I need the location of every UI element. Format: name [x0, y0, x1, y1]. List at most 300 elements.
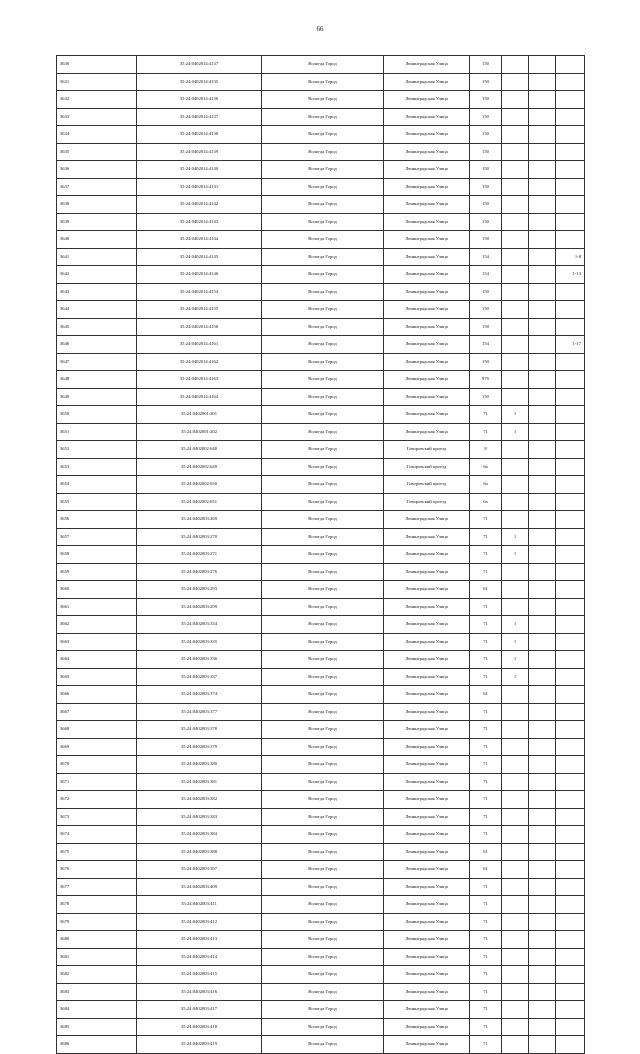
- street-cell: Ленинградская Улица: [384, 528, 470, 546]
- table-row: [57, 56, 585, 74]
- flat-cell: [502, 143, 529, 161]
- city-cell: Вологда Город: [262, 441, 384, 459]
- flat-cell: [502, 458, 529, 476]
- city-cell: Вологда Город: [262, 73, 384, 91]
- city-cell: Вологда Город: [262, 721, 384, 739]
- city-cell: Вологда Город: [262, 108, 384, 126]
- cadastral-number-cell: 35:24:0402014:4144: [137, 231, 262, 249]
- street-cell: Ленинградская Улица: [384, 73, 470, 91]
- cadastral-number-cell: 35:24:0402003:415: [137, 966, 262, 984]
- cadastral-number-cell: 35:24:0402003:378: [137, 721, 262, 739]
- apartment-range-cell: [556, 1036, 585, 1054]
- table-row: [57, 301, 585, 319]
- row-number-cell: 3633: [57, 108, 137, 126]
- house-number-cell: 150: [470, 178, 502, 196]
- cadastral-number-cell: 35:24:0402003:271: [137, 546, 262, 564]
- city-cell: Вологда Город: [262, 948, 384, 966]
- house-number-cell: 71: [470, 1001, 502, 1019]
- house-number-cell: 71: [470, 703, 502, 721]
- row-number-cell: 3680: [57, 931, 137, 949]
- flat-cell: [502, 441, 529, 459]
- apartment-range-cell: [556, 808, 585, 826]
- flat-cell: [502, 476, 529, 494]
- city-cell: Вологда Город: [262, 738, 384, 756]
- apartment-range-cell: [556, 56, 585, 74]
- street-cell: Ленинградская Улица: [384, 371, 470, 389]
- cadastral-number-cell: 35:24:0402003:377: [137, 703, 262, 721]
- house-number-cell: 150: [470, 56, 502, 74]
- street-cell: Ленинградская Улица: [384, 931, 470, 949]
- flat-cell: [502, 336, 529, 354]
- city-cell: Вологда Город: [262, 808, 384, 826]
- row-number-cell: 3654: [57, 476, 137, 494]
- table-row: [57, 843, 585, 861]
- street-cell: Говоровский проезд: [384, 458, 470, 476]
- cadastral-number-cell: 35:24:0402014:4161: [137, 336, 262, 354]
- house-number-cell: 150: [470, 108, 502, 126]
- flat-cell: [502, 178, 529, 196]
- row-number-cell: 3679: [57, 913, 137, 931]
- street-cell: Ленинградская Улица: [384, 913, 470, 931]
- extra-cell: [529, 948, 556, 966]
- row-number-cell: 3635: [57, 143, 137, 161]
- flat-cell: [502, 161, 529, 179]
- apartment-range-cell: [556, 1018, 585, 1036]
- cadastral-number-cell: 35:24:0402002:651: [137, 493, 262, 511]
- table-row: [57, 738, 585, 756]
- street-cell: Ленинградская Улица: [384, 773, 470, 791]
- street-cell: Ленинградская Улица: [384, 668, 470, 686]
- cadastral-number-cell: 35:24:0402003:270: [137, 528, 262, 546]
- cadastral-number-cell: 35:24:0402014:4141: [137, 178, 262, 196]
- house-number-cell: 150: [470, 301, 502, 319]
- city-cell: Вологда Город: [262, 266, 384, 284]
- apartment-range-cell: [556, 213, 585, 231]
- extra-cell: [529, 301, 556, 319]
- city-cell: Вологда Город: [262, 178, 384, 196]
- cadastral-number-cell: 35:24:0402003:409: [137, 878, 262, 896]
- apartment-range-cell: [556, 91, 585, 109]
- apartment-range-cell: [556, 633, 585, 651]
- flat-cell: [502, 108, 529, 126]
- street-cell: Ленинградская Улица: [384, 563, 470, 581]
- table-row: [57, 808, 585, 826]
- flat-cell: [502, 318, 529, 336]
- apartment-range-cell: [556, 423, 585, 441]
- street-cell: Ленинградская Улица: [384, 738, 470, 756]
- extra-cell: [529, 581, 556, 599]
- house-number-cell: 150: [470, 73, 502, 91]
- extra-cell: [529, 826, 556, 844]
- apartment-range-cell: [556, 668, 585, 686]
- row-number-cell: 3666: [57, 686, 137, 704]
- apartment-range-cell: [556, 143, 585, 161]
- house-number-cell: 150: [470, 388, 502, 406]
- cadastral-number-cell: 35:24:0402003:335: [137, 633, 262, 651]
- row-number-cell: 3673: [57, 808, 137, 826]
- extra-cell: [529, 213, 556, 231]
- city-cell: Вологда Город: [262, 966, 384, 984]
- table-row: [57, 931, 585, 949]
- street-cell: Ленинградская Улица: [384, 143, 470, 161]
- house-number-cell: 154: [470, 248, 502, 266]
- flat-cell: [502, 301, 529, 319]
- street-cell: Ленинградская Улица: [384, 178, 470, 196]
- row-number-cell: 3655: [57, 493, 137, 511]
- flat-cell: [502, 756, 529, 774]
- apartment-range-cell: 1-17: [556, 336, 585, 354]
- house-number-cell: 71: [470, 931, 502, 949]
- street-cell: Ленинградская Улица: [384, 266, 470, 284]
- row-number-cell: 3668: [57, 721, 137, 739]
- table-row: [57, 616, 585, 634]
- street-cell: Ленинградская Улица: [384, 406, 470, 424]
- table-row: [57, 213, 585, 231]
- street-cell: Ленинградская Улица: [384, 248, 470, 266]
- street-cell: Ленинградская Улица: [384, 336, 470, 354]
- flat-cell: [502, 808, 529, 826]
- registry-table: [56, 55, 585, 1054]
- flat-cell: [502, 91, 529, 109]
- flat-cell: [502, 283, 529, 301]
- flat-cell: [502, 248, 529, 266]
- row-number-cell: 3678: [57, 896, 137, 914]
- table-row: [57, 441, 585, 459]
- street-cell: Ленинградская Улица: [384, 633, 470, 651]
- city-cell: Вологда Город: [262, 756, 384, 774]
- city-cell: Вологда Город: [262, 896, 384, 914]
- street-cell: Говоровский проезд: [384, 493, 470, 511]
- flat-cell: [502, 511, 529, 529]
- extra-cell: [529, 563, 556, 581]
- cadastral-number-cell: 35:24:0402003:383: [137, 808, 262, 826]
- apartment-range-cell: [556, 546, 585, 564]
- row-number-cell: 3658: [57, 546, 137, 564]
- table-row: [57, 318, 585, 336]
- flat-cell: [502, 56, 529, 74]
- house-number-cell: 150: [470, 353, 502, 371]
- row-number-cell: 3634: [57, 126, 137, 144]
- row-number-cell: 3638: [57, 196, 137, 214]
- street-cell: Ленинградская Улица: [384, 283, 470, 301]
- cadastral-number-cell: 35:24:0402014:4137: [137, 108, 262, 126]
- house-number-cell: 71: [470, 773, 502, 791]
- house-number-cell: 6а: [470, 458, 502, 476]
- house-number-cell: 61: [470, 581, 502, 599]
- city-cell: Вологда Город: [262, 406, 384, 424]
- cadastral-number-cell: 35:24:0402003:381: [137, 773, 262, 791]
- city-cell: Вологда Город: [262, 476, 384, 494]
- street-cell: Ленинградская Улица: [384, 808, 470, 826]
- flat-cell: [502, 773, 529, 791]
- table-row: [57, 476, 585, 494]
- apartment-range-cell: [556, 511, 585, 529]
- row-number-cell: 3637: [57, 178, 137, 196]
- row-number-cell: 3659: [57, 563, 137, 581]
- cadastral-number-cell: 35:24:0402003:299: [137, 598, 262, 616]
- flat-cell: [502, 493, 529, 511]
- city-cell: Вологда Город: [262, 458, 384, 476]
- flat-cell: [502, 563, 529, 581]
- row-number-cell: 3649: [57, 388, 137, 406]
- city-cell: Вологда Город: [262, 353, 384, 371]
- table-row: [57, 983, 585, 1001]
- flat-cell: 1: [502, 423, 529, 441]
- extra-cell: [529, 336, 556, 354]
- house-number-cell: 71: [470, 598, 502, 616]
- house-number-cell: 150: [470, 126, 502, 144]
- street-cell: Ленинградская Улица: [384, 388, 470, 406]
- page-number: 66: [316, 25, 324, 33]
- table-row: [57, 1018, 585, 1036]
- row-number-cell: 3646: [57, 336, 137, 354]
- row-number-cell: 3675: [57, 843, 137, 861]
- table-row: [57, 91, 585, 109]
- house-number-cell: 71: [470, 528, 502, 546]
- apartment-range-cell: [556, 1001, 585, 1019]
- table-row: [57, 266, 585, 284]
- city-cell: Вологда Город: [262, 581, 384, 599]
- city-cell: Вологда Город: [262, 773, 384, 791]
- house-number-cell: 71: [470, 511, 502, 529]
- city-cell: Вологда Город: [262, 91, 384, 109]
- table-row: [57, 686, 585, 704]
- row-number-cell: 3662: [57, 616, 137, 634]
- cadastral-number-cell: 35:24:0402003:384: [137, 826, 262, 844]
- table-row: [57, 563, 585, 581]
- house-number-cell: 71: [470, 738, 502, 756]
- row-number-cell: 3671: [57, 773, 137, 791]
- flat-cell: [502, 703, 529, 721]
- apartment-range-cell: [556, 826, 585, 844]
- extra-cell: [529, 353, 556, 371]
- table-row: [57, 493, 585, 511]
- apartment-range-cell: [556, 371, 585, 389]
- flat-cell: [502, 791, 529, 809]
- table-row: [57, 143, 585, 161]
- extra-cell: [529, 598, 556, 616]
- flat-cell: [502, 196, 529, 214]
- extra-cell: [529, 108, 556, 126]
- city-cell: Вологда Город: [262, 161, 384, 179]
- extra-cell: [529, 843, 556, 861]
- apartment-range-cell: [556, 703, 585, 721]
- apartment-range-cell: [556, 983, 585, 1001]
- apartment-range-cell: [556, 493, 585, 511]
- street-cell: Ленинградская Улица: [384, 56, 470, 74]
- extra-cell: [529, 878, 556, 896]
- extra-cell: [529, 791, 556, 809]
- street-cell: Ленинградская Улица: [384, 616, 470, 634]
- table-row: [57, 1001, 585, 1019]
- flat-cell: [502, 948, 529, 966]
- cadastral-number-cell: 35:24:0402003:414: [137, 948, 262, 966]
- apartment-range-cell: [556, 528, 585, 546]
- table-row: [57, 633, 585, 651]
- extra-cell: [529, 423, 556, 441]
- extra-cell: [529, 231, 556, 249]
- table-row: [57, 511, 585, 529]
- street-cell: Ленинградская Улица: [384, 301, 470, 319]
- flat-cell: [502, 878, 529, 896]
- city-cell: Вологда Город: [262, 546, 384, 564]
- flat-cell: 1: [502, 528, 529, 546]
- extra-cell: [529, 546, 556, 564]
- apartment-range-cell: [556, 441, 585, 459]
- extra-cell: [529, 458, 556, 476]
- extra-cell: [529, 1001, 556, 1019]
- city-cell: Вологда Город: [262, 301, 384, 319]
- row-number-cell: 3676: [57, 861, 137, 879]
- city-cell: Вологда Город: [262, 528, 384, 546]
- extra-cell: [529, 56, 556, 74]
- cadastral-number-cell: 35:24:0402003:411: [137, 896, 262, 914]
- city-cell: Вологда Город: [262, 1036, 384, 1054]
- table-row: [57, 546, 585, 564]
- row-number-cell: 3681: [57, 948, 137, 966]
- table-row: [57, 388, 585, 406]
- house-number-cell: 71: [470, 668, 502, 686]
- cadastral-number-cell: 35:24:0402014:4138: [137, 126, 262, 144]
- city-cell: Вологда Город: [262, 388, 384, 406]
- cadastral-number-cell: 35:24:0402003:412: [137, 913, 262, 931]
- extra-cell: [529, 476, 556, 494]
- cadastral-number-cell: 35:24:0402003:293: [137, 581, 262, 599]
- apartment-range-cell: [556, 913, 585, 931]
- house-number-cell: 71: [470, 633, 502, 651]
- cadastral-number-cell: 35:24:0402002:648: [137, 441, 262, 459]
- street-cell: Ленинградская Улица: [384, 948, 470, 966]
- house-number-cell: 150: [470, 283, 502, 301]
- apartment-range-cell: [556, 196, 585, 214]
- house-number-cell: 71: [470, 826, 502, 844]
- cadastral-number-cell: 35:24:0402003:388: [137, 843, 262, 861]
- flat-cell: [502, 598, 529, 616]
- street-cell: Ленинградская Улица: [384, 826, 470, 844]
- city-cell: Вологда Город: [262, 423, 384, 441]
- row-number-cell: 3645: [57, 318, 137, 336]
- house-number-cell: 71: [470, 983, 502, 1001]
- row-number-cell: 3686: [57, 1036, 137, 1054]
- row-number-cell: 3677: [57, 878, 137, 896]
- cadastral-number-cell: 35:24:0402003:419: [137, 1036, 262, 1054]
- apartment-range-cell: [556, 563, 585, 581]
- street-cell: Ленинградская Улица: [384, 353, 470, 371]
- street-cell: Ленинградская Улица: [384, 598, 470, 616]
- table-row: [57, 773, 585, 791]
- house-number-cell: 71: [470, 406, 502, 424]
- extra-cell: [529, 633, 556, 651]
- cadastral-number-cell: 35:24:0402014:4143: [137, 213, 262, 231]
- table-row: [57, 371, 585, 389]
- city-cell: Вологда Город: [262, 703, 384, 721]
- row-number-cell: 3652: [57, 441, 137, 459]
- house-number-cell: 150: [470, 318, 502, 336]
- table-row: [57, 126, 585, 144]
- apartment-range-cell: [556, 966, 585, 984]
- table-row: [57, 161, 585, 179]
- apartment-range-cell: [556, 178, 585, 196]
- cadastral-number-cell: 35:24:0402003:374: [137, 686, 262, 704]
- apartment-range-cell: [556, 108, 585, 126]
- apartment-range-cell: [556, 948, 585, 966]
- flat-cell: [502, 721, 529, 739]
- street-cell: Ленинградская Улица: [384, 791, 470, 809]
- city-cell: Вологда Город: [262, 371, 384, 389]
- row-number-cell: 3660: [57, 581, 137, 599]
- table-row: [57, 861, 585, 879]
- extra-cell: [529, 528, 556, 546]
- street-cell: Ленинградская Улица: [384, 1036, 470, 1054]
- house-number-cell: 154: [470, 266, 502, 284]
- house-number-cell: 71: [470, 616, 502, 634]
- cadastral-number-cell: 35:24:0402014:4140: [137, 161, 262, 179]
- extra-cell: [529, 511, 556, 529]
- cadastral-number-cell: 35:24:0402014:4155: [137, 301, 262, 319]
- flat-cell: [502, 371, 529, 389]
- cadastral-number-cell: 35:24:0402001:201: [137, 406, 262, 424]
- street-cell: Ленинградская Улица: [384, 756, 470, 774]
- city-cell: Вологда Город: [262, 913, 384, 931]
- city-cell: Вологда Город: [262, 283, 384, 301]
- cadastral-number-cell: 35:24:0402014:4154: [137, 283, 262, 301]
- cadastral-number-cell: 35:24:0402003:397: [137, 861, 262, 879]
- cadastral-number-cell: 35:24:0402014:4135: [137, 73, 262, 91]
- flat-cell: [502, 581, 529, 599]
- house-number-cell: 6а: [470, 476, 502, 494]
- row-number-cell: 3647: [57, 353, 137, 371]
- flat-cell: 1: [502, 406, 529, 424]
- apartment-range-cell: [556, 616, 585, 634]
- flat-cell: [502, 1001, 529, 1019]
- flat-cell: 1: [502, 546, 529, 564]
- extra-cell: [529, 126, 556, 144]
- flat-cell: [502, 388, 529, 406]
- apartment-range-cell: [556, 773, 585, 791]
- house-number-cell: 71: [470, 791, 502, 809]
- cadastral-number-cell: 35:24:0402014:4156: [137, 318, 262, 336]
- extra-cell: [529, 913, 556, 931]
- table-row: [57, 896, 585, 914]
- street-cell: Ленинградская Улица: [384, 423, 470, 441]
- city-cell: Вологда Город: [262, 231, 384, 249]
- flat-cell: [502, 826, 529, 844]
- extra-cell: [529, 651, 556, 669]
- cadastral-number-cell: 35:24:0402014:4146: [137, 266, 262, 284]
- city-cell: Вологда Город: [262, 843, 384, 861]
- city-cell: Вологда Город: [262, 826, 384, 844]
- row-number-cell: 3650: [57, 406, 137, 424]
- extra-cell: [529, 143, 556, 161]
- city-cell: Вологда Город: [262, 598, 384, 616]
- house-number-cell: 61: [470, 861, 502, 879]
- street-cell: Ленинградская Улица: [384, 108, 470, 126]
- extra-cell: [529, 896, 556, 914]
- row-number-cell: 3657: [57, 528, 137, 546]
- cadastral-number-cell: 35:24:0402014:4163: [137, 371, 262, 389]
- extra-cell: [529, 318, 556, 336]
- table-row: [57, 791, 585, 809]
- flat-cell: [502, 861, 529, 879]
- table-row: [57, 283, 585, 301]
- table-row: [57, 353, 585, 371]
- extra-cell: [529, 931, 556, 949]
- city-cell: Вологда Город: [262, 1001, 384, 1019]
- apartment-range-cell: [556, 861, 585, 879]
- apartment-range-cell: [556, 721, 585, 739]
- extra-cell: [529, 371, 556, 389]
- row-number-cell: 3653: [57, 458, 137, 476]
